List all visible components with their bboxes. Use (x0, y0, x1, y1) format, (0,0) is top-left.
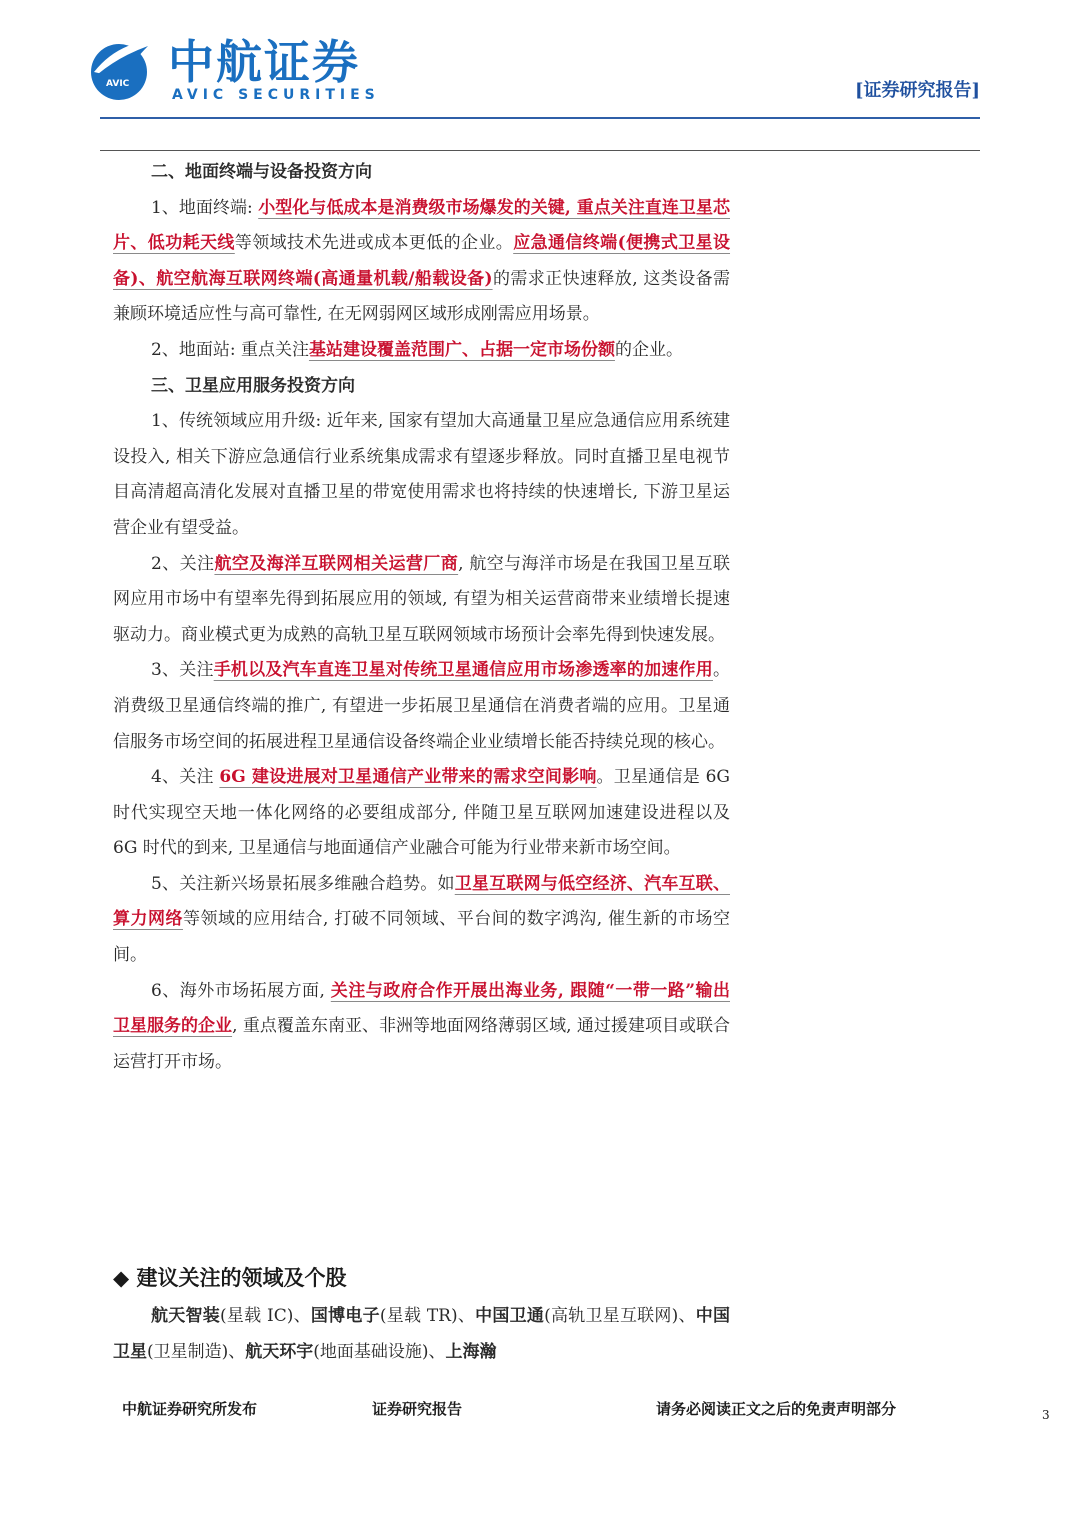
highlight-text: 手机以及汽车直连卫星对传统卫星通信应用市场渗透率的加速作用 (213, 660, 713, 681)
paragraph-ground-terminal (113, 191, 730, 333)
text: , 重点覆盖东南亚、非洲等地面网络薄弱区域, 通过援建项目或联合运营打开市场。 (113, 1016, 730, 1072)
company-note: (星载 TR)、 (379, 1306, 476, 1326)
paragraph-aviation-maritime (113, 547, 730, 654)
text: 等领域技术先进或成本更低的企业。 (234, 233, 514, 254)
highlight-text: 关注与政府合作开展出海业务, 跟随“一带一路”输出卫星服务的企业 (113, 980, 730, 1037)
brand-name-cn: 中航证券 (168, 35, 360, 89)
stock-list (113, 1298, 730, 1370)
paragraph-6g (113, 760, 730, 867)
highlight-text: 卫星互联网与低空经济、汽车互联、算力网络 (113, 873, 730, 930)
highlight-text: 航空及海洋互联网相关运营厂商 (214, 553, 459, 574)
text: 3、关注 (151, 660, 214, 681)
company-name: 航天智装 (151, 1306, 220, 1326)
svg-text:AVIC: AVIC (106, 79, 130, 89)
section-title: ◆ 建议关注的领域及个股 (113, 1265, 347, 1290)
main-content (113, 155, 730, 1080)
text: 的需求正快速释放, 这类设备需兼顾环境适应性与高可靠性, 在无网弱网区域形成刚需应用场景。 (113, 268, 731, 325)
company-note: (卫星制造)、 (147, 1342, 246, 1362)
company-name: 中国卫星 (113, 1306, 731, 1362)
paragraph-overseas (113, 974, 730, 1081)
text: 。消费级卫星通信终端的推广, 有望进一步拓展卫星通信在消费者端的应用。卫星通信服务市场空间的拓展进程卫星通信设备终端企业业绩增长能否持续兑现的核心。 (113, 660, 730, 752)
company-name: 航天环宇 (245, 1342, 314, 1362)
company-name: 上海瀚 (445, 1342, 497, 1362)
highlight-text: 应急通信终端(便携式卫星设备)、航空航海互联网终端(高通量机载/船载设备) (113, 233, 731, 289)
company-name: 国博电子 (310, 1306, 380, 1326)
text: 等领域的应用结合, 打破不同领域、平台间的数字鸿沟, 催生新的市场空间。 (113, 909, 731, 966)
page-header (0, 0, 1080, 150)
section-heading-3: 三、卫星应用服务投资方向 (151, 375, 355, 396)
paragraph-traditional-upgrade: 1、传统领域应用升级: 近年来, 国家有望加大高通量卫星应急通信应用系统建设投入, 相关下游应急通信行业系统集成需求有望逐步释放。同时直播卫星电视节目高清超高清化发展对直播卫星的带宽使用需求也将持续的快速增长, 下游卫星运营企业有望受益。 (113, 411, 730, 538)
text: 5、关注新兴场景拓展多维融合趋势。如 (151, 873, 455, 894)
company-note: (地面基础设施)、 (313, 1342, 446, 1362)
text: 2、地面站: 重点关注 (151, 339, 309, 360)
paragraph-ground-station (113, 333, 730, 369)
section-heading-2: 二、地面终端与设备投资方向 (151, 162, 372, 182)
paragraph-new-scenarios (113, 867, 730, 974)
company-note: (高轨卫星互联网)、 (544, 1306, 696, 1326)
company-name: 中国卫通 (475, 1306, 545, 1326)
text: 。卫星通信是 6G 时代实现空天地一体化网络的必要组成部分, 伴随卫星互联网加速建设进程以及 6G 时代的到来, 卫星通信与地面通信产业融合可能为行业带来新市场空间。 (113, 767, 730, 859)
highlight-text: 6G 建设进展对卫星通信产业带来的需求空间影响 (219, 767, 597, 788)
text: 的企业。 (614, 339, 683, 360)
footer-publisher: 中航证券研究所发布 (122, 1400, 258, 1418)
page-footer (0, 1398, 1080, 1428)
highlight-text: 基站建设覆盖范围广、占据一定市场份额 (308, 339, 615, 360)
footer-disclaimer: 请务必阅读正文之后的免责声明部分 (656, 1400, 897, 1418)
report-type-tag: [证券研究报告] (854, 80, 980, 101)
text: 6、海外市场拓展方面, (151, 980, 331, 1001)
header-divider (100, 117, 980, 119)
text: 1、地面终端: (151, 197, 259, 218)
footer-report-type: 证券研究报告 (372, 1400, 463, 1418)
highlight-text: 小型化与低成本是消费级市场爆发的关键, 重点关注直连卫星芯片、低功耗天线 (113, 197, 730, 254)
text: 2、关注 (151, 553, 215, 574)
brand-name-en: AVIC SECURITIES (172, 87, 380, 103)
paragraph-direct-satellite (113, 653, 730, 760)
text: 4、关注 (151, 767, 220, 788)
company-note: (星载 IC)、 (219, 1306, 311, 1326)
content-top-divider (100, 150, 980, 151)
avic-logo-icon (86, 34, 156, 104)
text: , 航空与海洋市场是在我国卫星互联网应用市场中有望率先得到拓展应用的领域, 有望为相关运营商带来业绩增长提速驱动力。商业模式更为成熟的高轨卫星互联网领域市场预计会率先得到快速发展。 (113, 553, 730, 645)
recommended-stocks-section (113, 1260, 730, 1370)
page-number: 3 (1042, 1408, 1050, 1422)
